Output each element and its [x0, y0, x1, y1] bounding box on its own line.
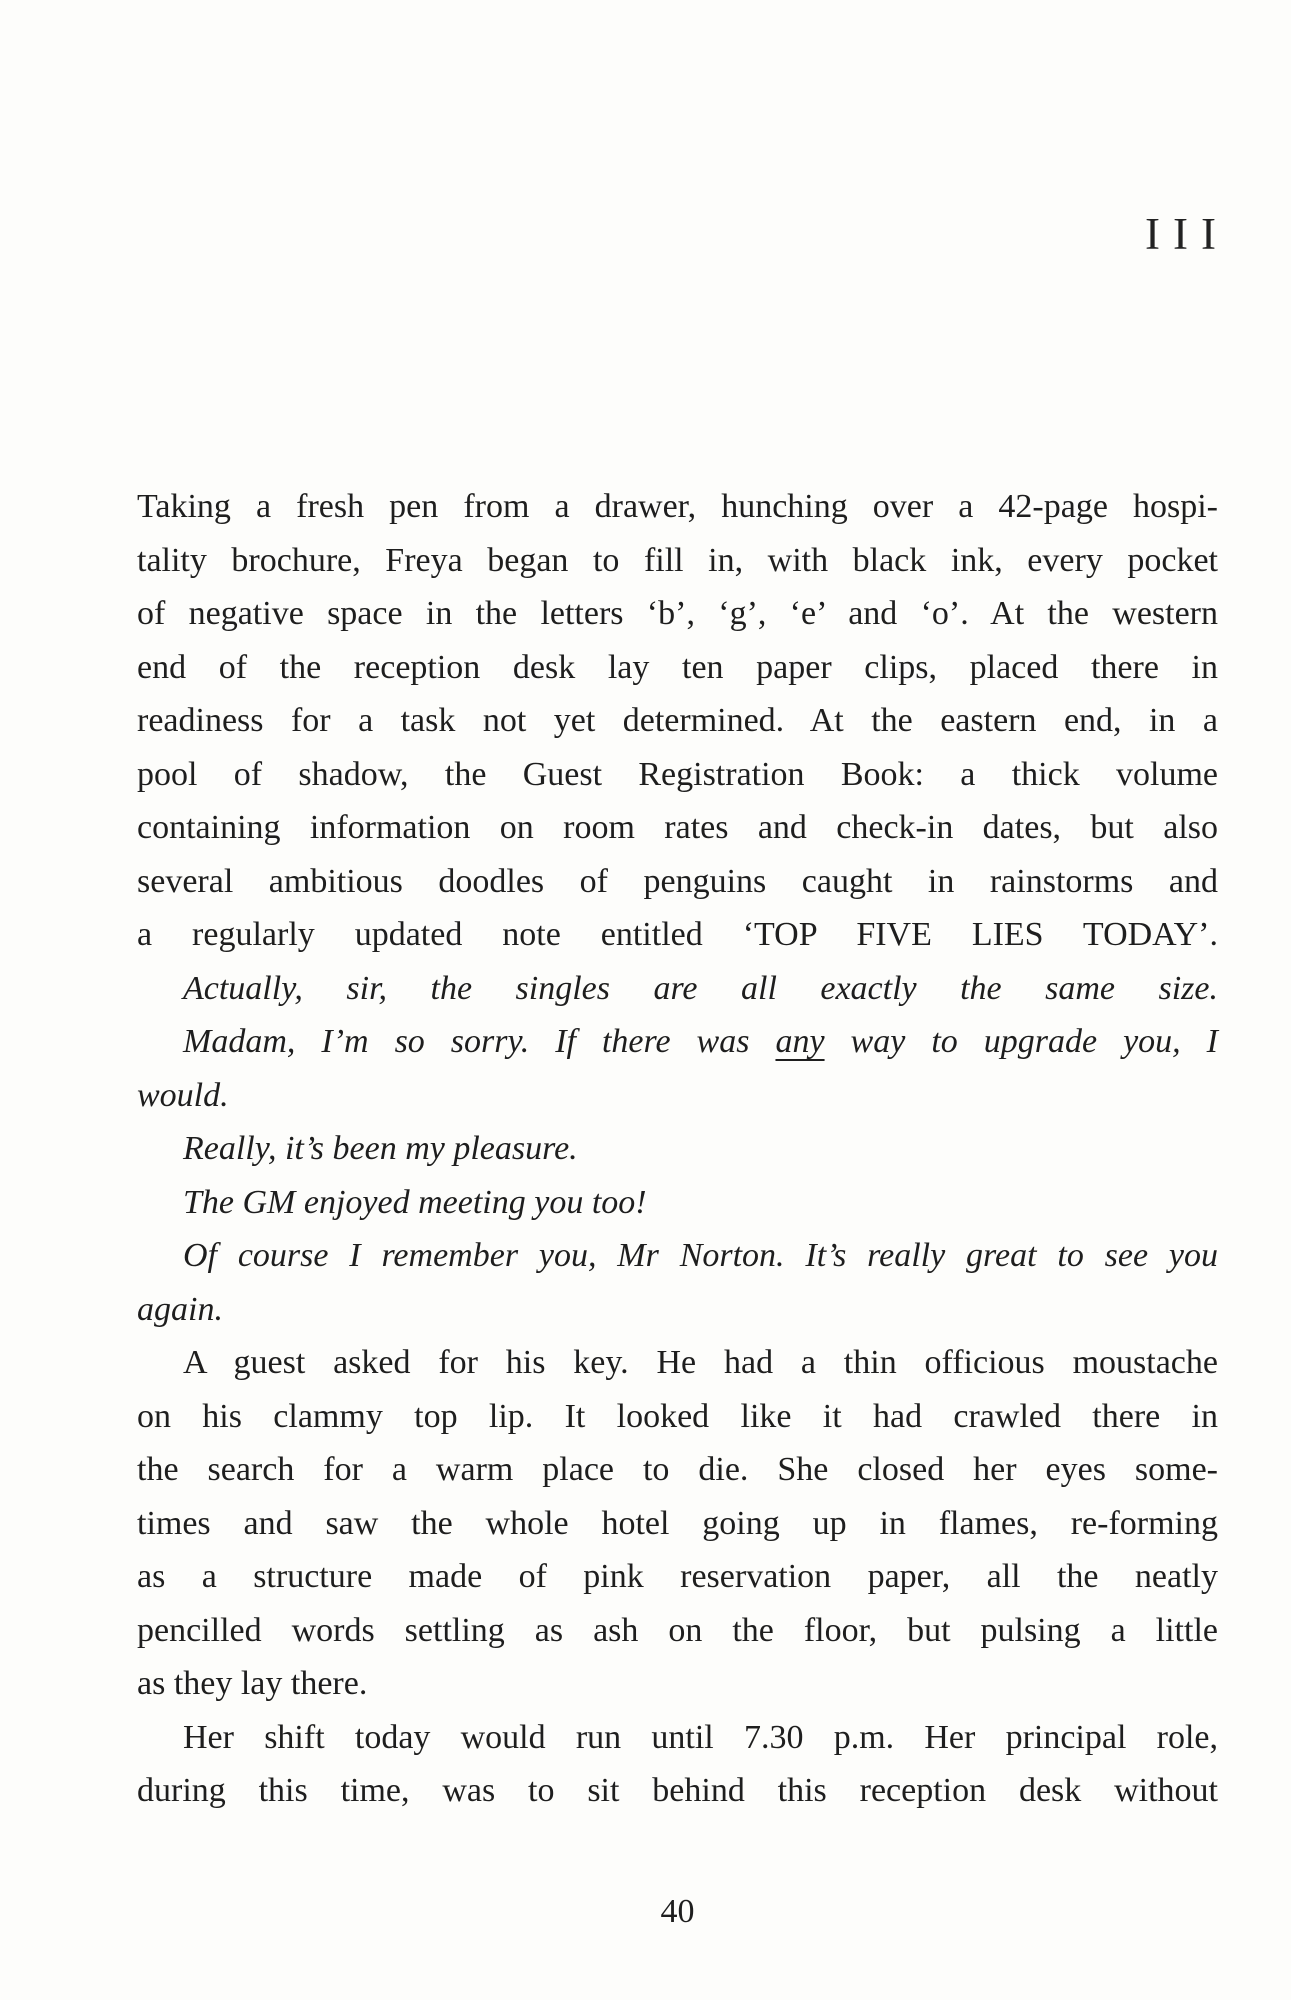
text-line: end of the reception desk lay ten paper clips, placed there in — [137, 648, 1218, 686]
text-line: again. — [137, 1290, 223, 1328]
text-line: Really, it’s been my pleasure. — [183, 1130, 578, 1167]
text-line: Of course I remember you, Mr Norton. It’s really great to see you — [183, 1237, 1218, 1274]
text-line: Her shift today would run until 7.30 p.m. Her principal role, — [183, 1718, 1218, 1756]
text-line: on his clammy top lip. It looked like it had crawled there in — [137, 1397, 1218, 1435]
chapter-heading: III — [1145, 209, 1229, 259]
page-number: 40 — [660, 1893, 695, 1930]
text-line: during this time, was to sit behind this reception desk without — [137, 1772, 1218, 1809]
text-line: Actually, sir, the singles are all exactly the same size. — [183, 969, 1218, 1007]
text-line: times and saw the whole hotel going up in flames, re-forming — [137, 1504, 1218, 1542]
text-block — [137, 480, 1218, 1818]
text-line: of negative space in the letters ‘b’, ‘g’, ‘e’ and ‘o’. At the western — [137, 595, 1218, 632]
underlined-word: any — [775, 1023, 825, 1060]
text-line: as a structure made of pink reservation paper, all the neatly — [137, 1558, 1218, 1595]
text-line: pool of shadow, the Guest Registration Book: a thick volume — [137, 755, 1218, 793]
text-line: containing information on room rates and check-in dates, but also — [137, 809, 1218, 846]
text-segment: way to upgrade you, I — [824, 1023, 1218, 1060]
text-segment: Madam, I’m so sorry. If there was — [183, 1023, 776, 1060]
text-line — [137, 1015, 1218, 1069]
text-line: Taking a fresh pen from a drawer, hunching over a 42-page hospi- — [137, 488, 1218, 525]
text-line: readiness for a task not yet determined. At the eastern end, in a — [137, 702, 1218, 739]
text-line: the search for a warm place to die. She closed her eyes some- — [137, 1451, 1218, 1488]
text-line: tality brochure, Freya began to fill in, with black ink, every pocket — [137, 541, 1218, 579]
text-line: several ambitious doodles of penguins caught in rainstorms and — [137, 862, 1218, 900]
text-line: a regularly updated note entitled ‘TOP FIVE LIES TODAY’. — [137, 916, 1218, 953]
text-line: A guest asked for his key. He had a thin officious moustache — [183, 1344, 1218, 1381]
text-line: would. — [137, 1076, 229, 1114]
text-line: as they lay there. — [137, 1665, 368, 1702]
text-line: pencilled words settling as ash on the floor, but pulsing a little — [137, 1611, 1218, 1649]
text-line: The GM enjoyed meeting you too! — [183, 1183, 647, 1221]
